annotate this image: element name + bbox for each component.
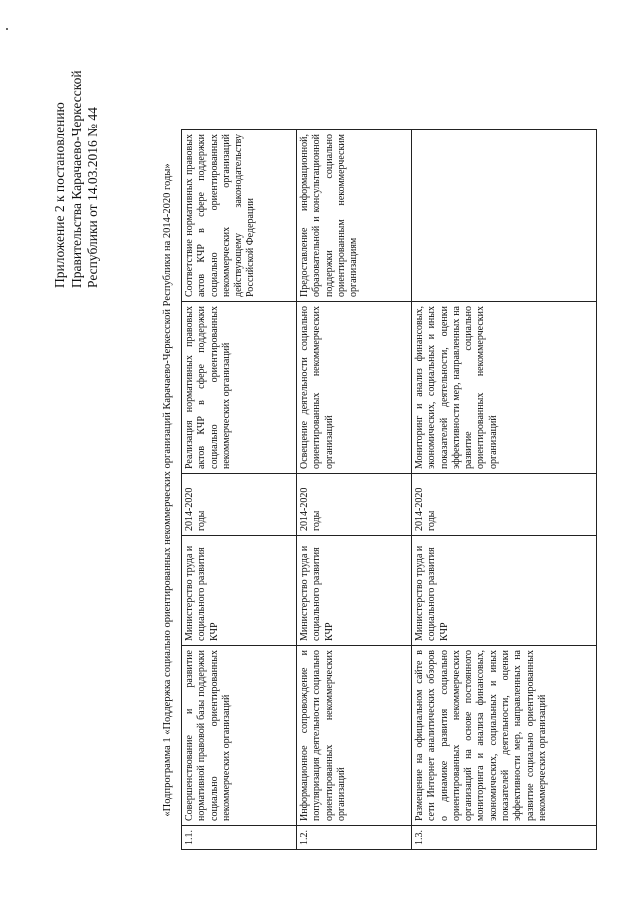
table-row (182, 130, 297, 850)
result-cell: Предоставление информационной, образовательной и консультационной поддержки социально ориентированным некоммерческим организациям (297, 130, 412, 302)
executor-cell: Министерство труда и социального развития КЧР (297, 536, 412, 646)
content-cell: Реализация нормативных правовых актов КЧР в сфере поддержки социально ориентированных некоммерческих организаций (182, 302, 297, 474)
header-line-3: Республики от 14.03.2016 № 44 (85, 107, 100, 288)
table-row (297, 130, 412, 850)
header-line-2: Правительства Карачаево-Черкесской (68, 70, 84, 288)
period-cell: 2014-2020 годы (182, 474, 297, 536)
content-cell: Мониторинг и анализ финансовых, экономических, социальных и иных показателей деятельности, оценки эффективности мер, направленных на развитие социально ориентированных некоммерческих организаций (412, 302, 597, 474)
result-cell (412, 130, 597, 302)
table-row (412, 130, 597, 850)
row-number: 1.2. (297, 826, 412, 850)
row-number: 1.1. (182, 826, 297, 850)
executor-cell: Министерство труда и социального развития КЧР (182, 536, 297, 646)
header-line-1: Приложение 2 к постановлению (52, 102, 67, 288)
subprogram-title: «Подпрограмма 1 «Поддержка социально ориентированных некоммерческих организаций Карачаево-Черкесской Республики на 2014-2020 годы» (162, 163, 173, 817)
rotated-table-block (155, 130, 610, 850)
appendix-header (52, 48, 102, 288)
measures-table (181, 129, 597, 850)
period-cell: 2014-2020 годы (297, 474, 412, 536)
executor-cell: Министерство труда и социального развития КЧР (412, 536, 597, 646)
period-cell: 2014-2020 годы (412, 474, 597, 536)
row-number: 1.3. (412, 826, 597, 850)
content-cell: Освещение деятельности социально ориентированных некоммерческих организаций (297, 302, 412, 474)
activity-cell: Информационное сопровождение и популяризация деятельности социально ориентированных некоммерческих организаций (297, 646, 412, 826)
scan-speck (6, 28, 8, 30)
result-cell: Соответствие нормативных правовых актов КЧР в сфере поддержки социально ориентированных некоммерческих организаций действующему законодательству Российской Федерации (182, 130, 297, 302)
activity-cell: Совершенствование и развитие нормативной правовой базы поддержки социально ориентированных некоммерческих организаций (182, 646, 297, 826)
activity-cell: Размещение на официальном сайте в сети Интернет аналитических обзоров о динамике развития социально ориентированных некоммерческих организаций на основе постоянного мониторинга и анализа финансовых, экономических, социальных и иных показателей деятельности, оценки эффективности мер, направленных на развитие социально ориентированных некоммерческих организаций (412, 646, 597, 826)
